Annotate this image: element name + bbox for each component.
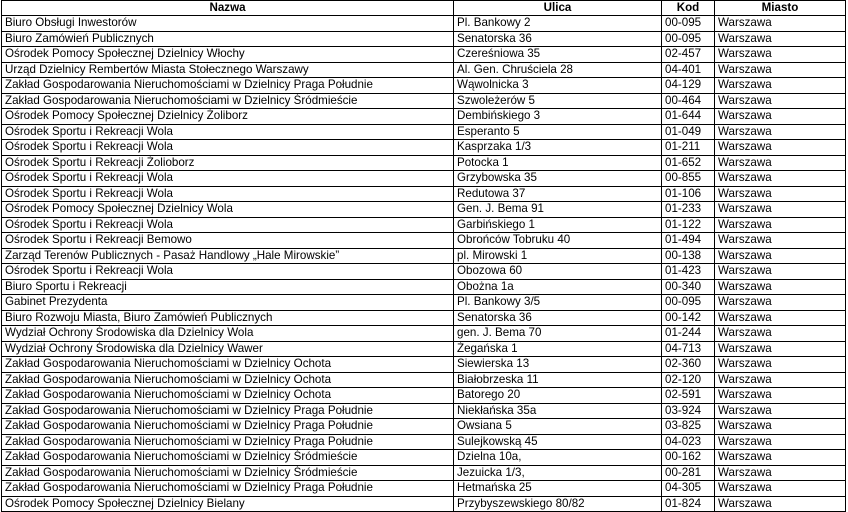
cell-nazwa[interactable]: Ośrodek Pomocy Społecznej Dzielnicy Włochy <box>2 47 454 63</box>
cell-kod[interactable]: 03-924 <box>662 403 715 419</box>
column-header-kod[interactable]: Kod <box>662 1 715 16</box>
cell-kod[interactable]: 04-305 <box>662 481 715 497</box>
cell-ulica[interactable]: Redutowa 37 <box>454 186 662 202</box>
cell-nazwa[interactable]: Zakład Gospodarowania Nieruchomościami w Dzielnicy Ochota <box>2 372 454 388</box>
cell-nazwa[interactable]: Gabinet Prezydenta <box>2 295 454 311</box>
cell-miasto[interactable]: Warszawa <box>715 434 846 450</box>
cell-miasto[interactable]: Warszawa <box>715 93 846 109</box>
cell-ulica[interactable]: Dzielna 10a, <box>454 450 662 466</box>
cell-ulica[interactable]: gen. J. Bema 70 <box>454 326 662 342</box>
cell-nazwa[interactable]: Biuro Zamówień Publicznych <box>2 31 454 47</box>
cell-nazwa[interactable]: Zakład Gospodarowania Nieruchomościami w Dzielnicy Praga Południe <box>2 481 454 497</box>
cell-kod[interactable]: 02-457 <box>662 47 715 63</box>
cell-kod[interactable]: 04-401 <box>662 62 715 78</box>
cell-miasto[interactable]: Warszawa <box>715 419 846 435</box>
table-row <box>2 202 846 218</box>
cell-miasto[interactable]: Warszawa <box>715 279 846 295</box>
cell-nazwa[interactable]: Zakład Gospodarowania Nieruchomościami w Dzielnicy Ochota <box>2 357 454 373</box>
cell-kod[interactable]: 00-095 <box>662 295 715 311</box>
cell-kod[interactable]: 01-423 <box>662 264 715 280</box>
cell-nazwa[interactable]: Ośrodek Pomocy Społecznej Dzielnicy Wola <box>2 202 454 218</box>
table-row <box>2 434 846 450</box>
table-row <box>2 295 846 311</box>
cell-nazwa[interactable]: Ośrodek Sportu i Rekreacji Wola <box>2 171 454 187</box>
cell-kod[interactable]: 00-142 <box>662 310 715 326</box>
cell-miasto[interactable]: Warszawa <box>715 403 846 419</box>
cell-ulica[interactable]: Owsiana 5 <box>454 419 662 435</box>
cell-ulica[interactable]: Białobrzeska 11 <box>454 372 662 388</box>
cell-ulica[interactable]: Kasprzaka 1/3 <box>454 140 662 156</box>
cell-miasto[interactable]: Warszawa <box>715 496 846 512</box>
table-row <box>2 465 846 481</box>
cell-miasto[interactable]: Warszawa <box>715 248 846 264</box>
cell-kod[interactable]: 01-824 <box>662 496 715 512</box>
cell-nazwa[interactable]: Biuro Rozwoju Miasta, Biuro Zamówień Publicznych <box>2 310 454 326</box>
cell-nazwa[interactable]: Zarząd Terenów Publicznych - Pasaż Handlowy „Hale Mirowskie” <box>2 248 454 264</box>
cell-kod[interactable]: 01-494 <box>662 233 715 249</box>
cell-miasto[interactable]: Warszawa <box>715 217 846 233</box>
table-row <box>2 403 846 419</box>
cell-nazwa[interactable]: Ośrodek Sportu i Rekreacji Wola <box>2 140 454 156</box>
cell-kod[interactable]: 02-591 <box>662 388 715 404</box>
cell-miasto[interactable]: Warszawa <box>715 310 846 326</box>
table-row <box>2 450 846 466</box>
cell-ulica[interactable]: Sulejkowską 45 <box>454 434 662 450</box>
cell-ulica[interactable]: Pl. Bankowy 2 <box>454 16 662 32</box>
cell-nazwa[interactable]: Wydział Ochrony Środowiska dla Dzielnicy Wawer <box>2 341 454 357</box>
table-row <box>2 264 846 280</box>
cell-ulica[interactable]: Hetmańska 25 <box>454 481 662 497</box>
cell-kod[interactable]: 00-281 <box>662 465 715 481</box>
cell-nazwa[interactable]: Zakład Gospodarowania Nieruchomościami w Dzielnicy Śródmieście <box>2 450 454 466</box>
cell-ulica[interactable]: Wąwolnicka 3 <box>454 78 662 94</box>
cell-ulica[interactable]: Obozowa 60 <box>454 264 662 280</box>
cell-kod[interactable]: 01-233 <box>662 202 715 218</box>
cell-miasto[interactable]: Warszawa <box>715 388 846 404</box>
table-row <box>2 171 846 187</box>
table-row <box>2 248 846 264</box>
cell-kod[interactable]: 02-360 <box>662 357 715 373</box>
cell-miasto[interactable]: Warszawa <box>715 62 846 78</box>
cell-nazwa[interactable]: Zakład Gospodarowania Nieruchomościami w Dzielnicy Praga Południe <box>2 434 454 450</box>
cell-ulica[interactable]: Obrońców Tobruku 40 <box>454 233 662 249</box>
table-row <box>2 140 846 156</box>
cell-miasto[interactable]: Warszawa <box>715 78 846 94</box>
table-row <box>2 155 846 171</box>
cell-nazwa[interactable]: Ośrodek Sportu i Rekreacji Bemowo <box>2 233 454 249</box>
cell-kod[interactable]: 01-106 <box>662 186 715 202</box>
cell-ulica[interactable]: Pl. Bankowy 3/5 <box>454 295 662 311</box>
cell-kod[interactable]: 00-095 <box>662 31 715 47</box>
cell-kod[interactable]: 04-023 <box>662 434 715 450</box>
table-row <box>2 279 846 295</box>
cell-ulica[interactable]: Siewierska 13 <box>454 357 662 373</box>
cell-ulica[interactable]: Batorego 20 <box>454 388 662 404</box>
cell-ulica[interactable]: Dembińskiego 3 <box>454 109 662 125</box>
cell-ulica[interactable]: Obożna 1a <box>454 279 662 295</box>
table-row <box>2 326 846 342</box>
cell-miasto[interactable]: Warszawa <box>715 31 846 47</box>
cell-kod[interactable]: 00-464 <box>662 93 715 109</box>
cell-kod[interactable]: 01-244 <box>662 326 715 342</box>
cell-nazwa[interactable]: Ośrodek Pomocy Społecznej Dzielnicy Żoliborz <box>2 109 454 125</box>
cell-kod[interactable]: 01-049 <box>662 124 715 140</box>
cell-nazwa[interactable]: Ośrodek Sportu i Rekreacji Wola <box>2 124 454 140</box>
cell-nazwa[interactable]: Ośrodek Pomocy Społecznej Dzielnicy Bielany <box>2 496 454 512</box>
cell-nazwa[interactable]: Ośrodek Sportu i Rekreacji Wola <box>2 217 454 233</box>
cell-miasto[interactable]: Warszawa <box>715 109 846 125</box>
cell-ulica[interactable]: Przybyszewskiego 80/82 <box>454 496 662 512</box>
cell-nazwa[interactable]: Zakład Gospodarowania Nieruchomościami w Dzielnicy Praga Południe <box>2 78 454 94</box>
table-row <box>2 93 846 109</box>
cell-ulica[interactable]: Gen. J. Bema 91 <box>454 202 662 218</box>
cell-miasto[interactable]: Warszawa <box>715 47 846 63</box>
cell-kod[interactable]: 01-644 <box>662 109 715 125</box>
cell-miasto[interactable]: Warszawa <box>715 233 846 249</box>
cell-miasto[interactable]: Warszawa <box>715 202 846 218</box>
header-row <box>2 1 846 16</box>
cell-nazwa[interactable]: Urząd Dzielnicy Rembertów Miasta Stołecznego Warszawy <box>2 62 454 78</box>
table-row <box>2 496 846 512</box>
cell-miasto[interactable]: Warszawa <box>715 171 846 187</box>
table-row <box>2 47 846 63</box>
cell-ulica[interactable]: Grzybowska 35 <box>454 171 662 187</box>
table-row <box>2 217 846 233</box>
cell-miasto[interactable]: Warszawa <box>715 465 846 481</box>
table-row <box>2 233 846 249</box>
table-row <box>2 62 846 78</box>
cell-nazwa[interactable]: Zakład Gospodarowania Nieruchomościami w Dzielnicy Praga Południe <box>2 419 454 435</box>
cell-kod[interactable]: 00-340 <box>662 279 715 295</box>
cell-miasto[interactable]: Warszawa <box>715 295 846 311</box>
cell-nazwa[interactable]: Ośrodek Sportu i Rekreacji Żolioborz <box>2 155 454 171</box>
cell-miasto[interactable]: Warszawa <box>715 450 846 466</box>
cell-nazwa[interactable]: Zakład Gospodarowania Nieruchomościami w Dzielnicy Praga Południe <box>2 403 454 419</box>
cell-ulica[interactable]: Esperanto 5 <box>454 124 662 140</box>
cell-miasto[interactable]: Warszawa <box>715 326 846 342</box>
cell-kod[interactable]: 03-825 <box>662 419 715 435</box>
table-row <box>2 372 846 388</box>
table-row <box>2 31 846 47</box>
cell-miasto[interactable]: Warszawa <box>715 155 846 171</box>
cell-ulica[interactable]: Czereśniowa 35 <box>454 47 662 63</box>
cell-nazwa[interactable]: Zakład Gospodarowania Nieruchomościami w Dzielnicy Śródmieście <box>2 465 454 481</box>
cell-ulica[interactable]: Potocka 1 <box>454 155 662 171</box>
table-body <box>2 16 846 512</box>
cell-kod[interactable]: 00-162 <box>662 450 715 466</box>
cell-kod[interactable]: 04-713 <box>662 341 715 357</box>
cell-miasto[interactable]: Warszawa <box>715 264 846 280</box>
cell-ulica[interactable]: pl. Mirowski 1 <box>454 248 662 264</box>
address-table <box>1 0 846 512</box>
cell-nazwa[interactable]: Biuro Obsługi Inwestorów <box>2 16 454 32</box>
table-row <box>2 186 846 202</box>
table-row <box>2 310 846 326</box>
cell-ulica[interactable]: Al. Gen. Chruściela 28 <box>454 62 662 78</box>
cell-ulica[interactable]: Senatorska 36 <box>454 310 662 326</box>
cell-kod[interactable]: 00-095 <box>662 16 715 32</box>
table-row <box>2 78 846 94</box>
table-row <box>2 419 846 435</box>
cell-nazwa[interactable]: Wydział Ochrony Środowiska dla Dzielnicy Wola <box>2 326 454 342</box>
column-header-miasto[interactable]: Miasto <box>715 1 846 16</box>
cell-kod[interactable]: 04-129 <box>662 78 715 94</box>
table-row <box>2 481 846 497</box>
cell-ulica[interactable]: Senatorska 36 <box>454 31 662 47</box>
cell-miasto[interactable]: Warszawa <box>715 140 846 156</box>
table-row <box>2 341 846 357</box>
cell-miasto[interactable]: Warszawa <box>715 16 846 32</box>
cell-kod[interactable]: 00-138 <box>662 248 715 264</box>
column-header-ulica[interactable]: Ulica <box>454 1 662 16</box>
table-row <box>2 388 846 404</box>
cell-ulica[interactable]: Szwoleżerów 5 <box>454 93 662 109</box>
cell-nazwa[interactable]: Zakład Gospodarowania Nieruchomościami w Dzielnicy Śródmieście <box>2 93 454 109</box>
cell-kod[interactable]: 02-120 <box>662 372 715 388</box>
table-row <box>2 109 846 125</box>
cell-miasto[interactable]: Warszawa <box>715 481 846 497</box>
cell-miasto[interactable]: Warszawa <box>715 341 846 357</box>
cell-nazwa[interactable]: Biuro Sportu i Rekreacji <box>2 279 454 295</box>
cell-miasto[interactable]: Warszawa <box>715 372 846 388</box>
cell-ulica[interactable]: Niekłańska 35a <box>454 403 662 419</box>
cell-miasto[interactable]: Warszawa <box>715 186 846 202</box>
cell-kod[interactable]: 01-652 <box>662 155 715 171</box>
column-header-nazwa[interactable]: Nazwa <box>2 1 454 16</box>
table-row <box>2 357 846 373</box>
cell-ulica[interactable]: Jezuicka 1/3, <box>454 465 662 481</box>
table-row <box>2 124 846 140</box>
cell-kod[interactable]: 01-122 <box>662 217 715 233</box>
cell-nazwa[interactable]: Ośrodek Sportu i Rekreacji Wola <box>2 186 454 202</box>
cell-miasto[interactable]: Warszawa <box>715 357 846 373</box>
cell-kod[interactable]: 01-211 <box>662 140 715 156</box>
cell-ulica[interactable]: Garbińskiego 1 <box>454 217 662 233</box>
table-row <box>2 16 846 32</box>
cell-miasto[interactable]: Warszawa <box>715 124 846 140</box>
cell-kod[interactable]: 00-855 <box>662 171 715 187</box>
cell-nazwa[interactable]: Zakład Gospodarowania Nieruchomościami w Dzielnicy Ochota <box>2 388 454 404</box>
cell-ulica[interactable]: Żegańska 1 <box>454 341 662 357</box>
cell-nazwa[interactable]: Ośrodek Sportu i Rekreacji Wola <box>2 264 454 280</box>
